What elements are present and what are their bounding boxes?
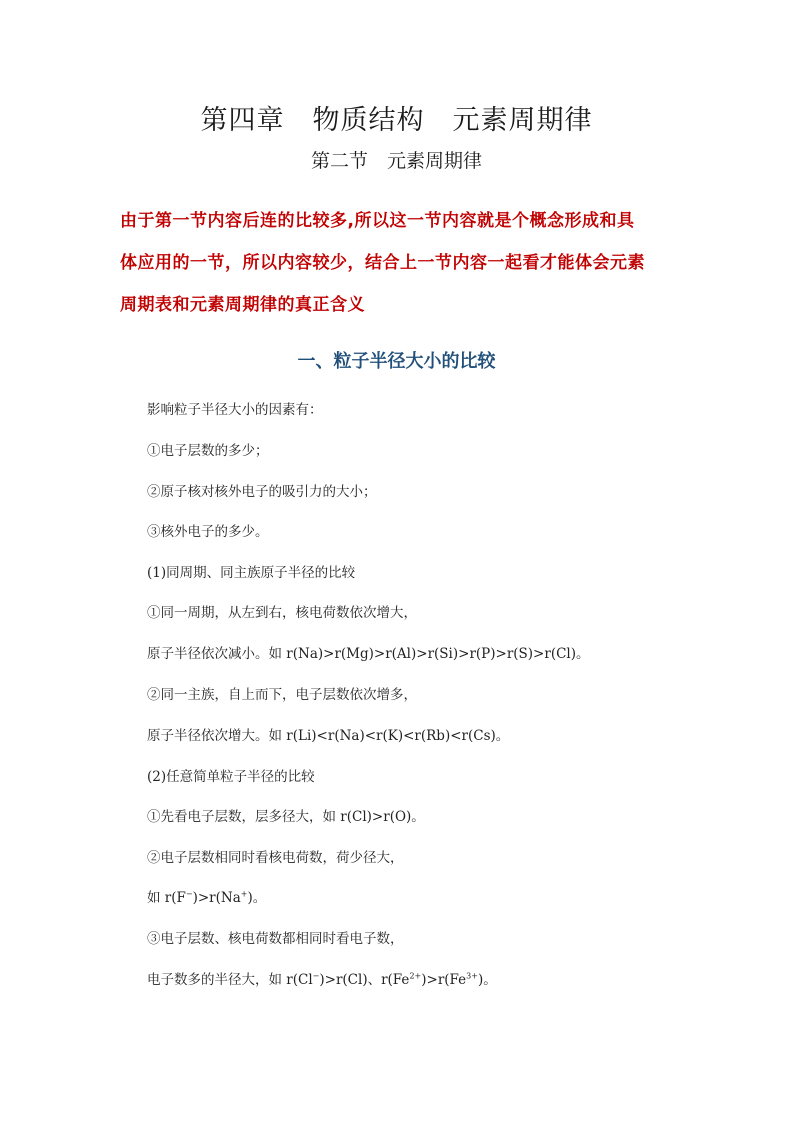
example-text: )。 — [477, 972, 497, 988]
subsection-title: (2)任意简单粒子半径的比较 — [147, 769, 315, 785]
factor-item: ②原子核对核外电子的吸引力的大小； — [147, 484, 377, 500]
intro-line: 周期表和元素周期律的真正含义 — [120, 295, 365, 315]
example-text: )>r(Fe — [421, 972, 467, 988]
rule-example — [147, 886, 266, 906]
rule-text: ②同一主族，自上而下，电子层数依次增多， — [147, 687, 417, 703]
example-text: 电子数多的半径大，如 r(Cl — [147, 972, 313, 988]
example-text: )>r(Na — [192, 890, 241, 906]
section-heading: 一、粒子半径大小的比较 — [297, 351, 496, 372]
example-text: 如 r(F — [147, 890, 186, 906]
charge-superscript: − — [312, 971, 320, 981]
charge-superscript: 3+ — [466, 971, 478, 981]
rule-example: 原子半径依次减小。如 r(Na)>r(Mg)>r(Al)>r(Si)>r(P)>r(S)>r(Cl)。 — [147, 646, 590, 662]
example-text: )>r(Cl)、r(Fe — [319, 972, 410, 988]
intro-line: 体应用的一节，所以内容较少，结合上一节内容一起看才能体会元素 — [120, 253, 645, 273]
factor-item: ①电子层数的多少； — [147, 443, 269, 459]
rule-text: ②电子层数相同时看核电荷数，荷少径大， — [147, 850, 404, 866]
section-title: 第二节 元素周期律 — [310, 150, 482, 172]
intro-line: 由于第一节内容后连的比较多,所以这一节内容就是个概念形成和具 — [120, 211, 635, 231]
factor-item: ③核外电子的多少。 — [147, 524, 269, 540]
example-text: )。 — [247, 890, 267, 906]
factors-intro: 影响粒子半径大小的因素有： — [147, 402, 323, 418]
subsection-title: (1)同周期、同主族原子半径的比较 — [147, 565, 356, 581]
intro-note — [120, 200, 680, 326]
rule-text: ①同一周期，从左到右，核电荷数依次增大， — [147, 605, 417, 621]
charge-superscript: 2+ — [409, 971, 422, 981]
rule-text: ③电子层数、核电荷数都相同时看电子数， — [147, 931, 404, 947]
rule-example — [147, 968, 497, 988]
charge-superscript: + — [240, 889, 248, 899]
rule-text: ①先看电子层数，层多径大，如 r(Cl)>r(O)。 — [147, 809, 425, 825]
chapter-title: 第四章 物质结构 元素周期律 — [200, 105, 593, 136]
charge-superscript: − — [185, 889, 193, 899]
rule-example: 原子半径依次增大。如 r(Li)<r(Na)<r(K)<r(Rb)<r(Cs)。 — [147, 728, 510, 744]
